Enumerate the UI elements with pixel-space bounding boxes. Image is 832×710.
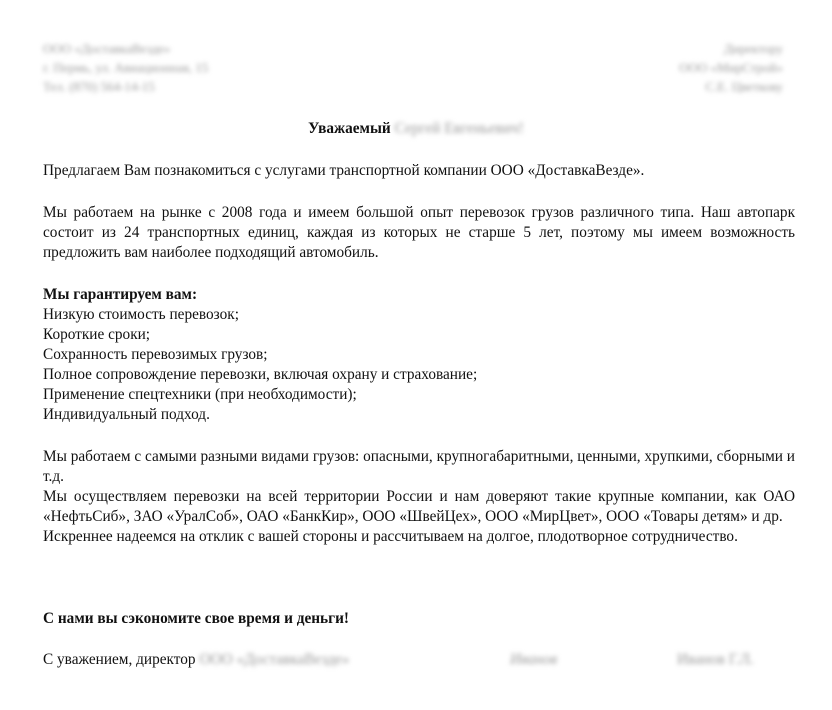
recipient-block [523,39,783,96]
signature-handwriting: Иванов [510,651,558,668]
guarantee-section [43,285,795,425]
guarantee-item: Сохранность перевозимых грузов; [43,346,268,363]
guarantee-title: Мы гарантируем вам: [43,286,198,303]
guarantee-item: Применение спецтехники (при необходимости); [43,386,357,403]
recipient-name: С.Е. Цветкову [705,79,783,94]
recipient-company: ООО «МирСтрой» [679,60,783,75]
closing-line: С нами вы сэкономите свое время и деньги! [43,610,350,627]
details-section [43,447,795,547]
guarantee-item: Короткие сроки; [43,326,151,343]
signature-name: Иванов Г.Л. [677,651,754,668]
signature-prefix: С уважением, директор [43,651,196,668]
signature-company: ООО «ДоставкаВезде» [199,651,350,668]
sender-address: г. Пермь, ул. Авиационная, 15 [43,60,209,75]
guarantee-item: Полное сопровождение перевозки, включая охрану и страхование; [43,366,478,383]
hope-paragraph: Искреннее надеемся на отклик с вашей стороны и рассчитываем на долгое, плодотворное сотрудничество. [43,528,738,545]
about-paragraph: Мы работаем на рынке с 2008 года и имеем большой опыт перевозок грузов различного типа. Наш автопарк состоит из 24 транспортных единиц, каждая из которых не старше 5 лет, поэтому мы имеем возможность предложить вам наиболее подходящий автомобиль. [43,204,795,261]
greeting-name: Сергей Евгеньевич! [394,120,524,137]
greeting [0,119,832,139]
greeting-prefix: Уважаемый [308,120,391,137]
cargo-types-paragraph: Мы работаем с самыми разными видами грузов: опасными, крупногабаритными, ценными, хрупкими, сборными и т.д. [43,448,795,485]
guarantee-item: Индивидуальный подход. [43,406,210,423]
sender-block [43,39,343,96]
sender-phone: Тел. (870) 564-14-15 [43,79,155,94]
territory-paragraph: Мы осуществляем перевозки на всей территории России и нам доверяют такие крупные компании, как ОАО «НефтьСиб», ЗАО «УралСоб», ОАО «БанкКир», ООО «ШвейЦех», ООО «МирЦвет», ООО «Товары детям» и др. [43,488,795,525]
intro-paragraph: Предлагаем Вам познакомиться с услугами транспортной компании ООО «ДоставкаВезде». [43,162,645,179]
signature-line [43,650,795,670]
recipient-position: Директору [723,41,783,56]
sender-company: ООО «ДоставкаВезде» [43,41,171,56]
guarantee-item: Низкую стоимость перевозок; [43,306,239,323]
